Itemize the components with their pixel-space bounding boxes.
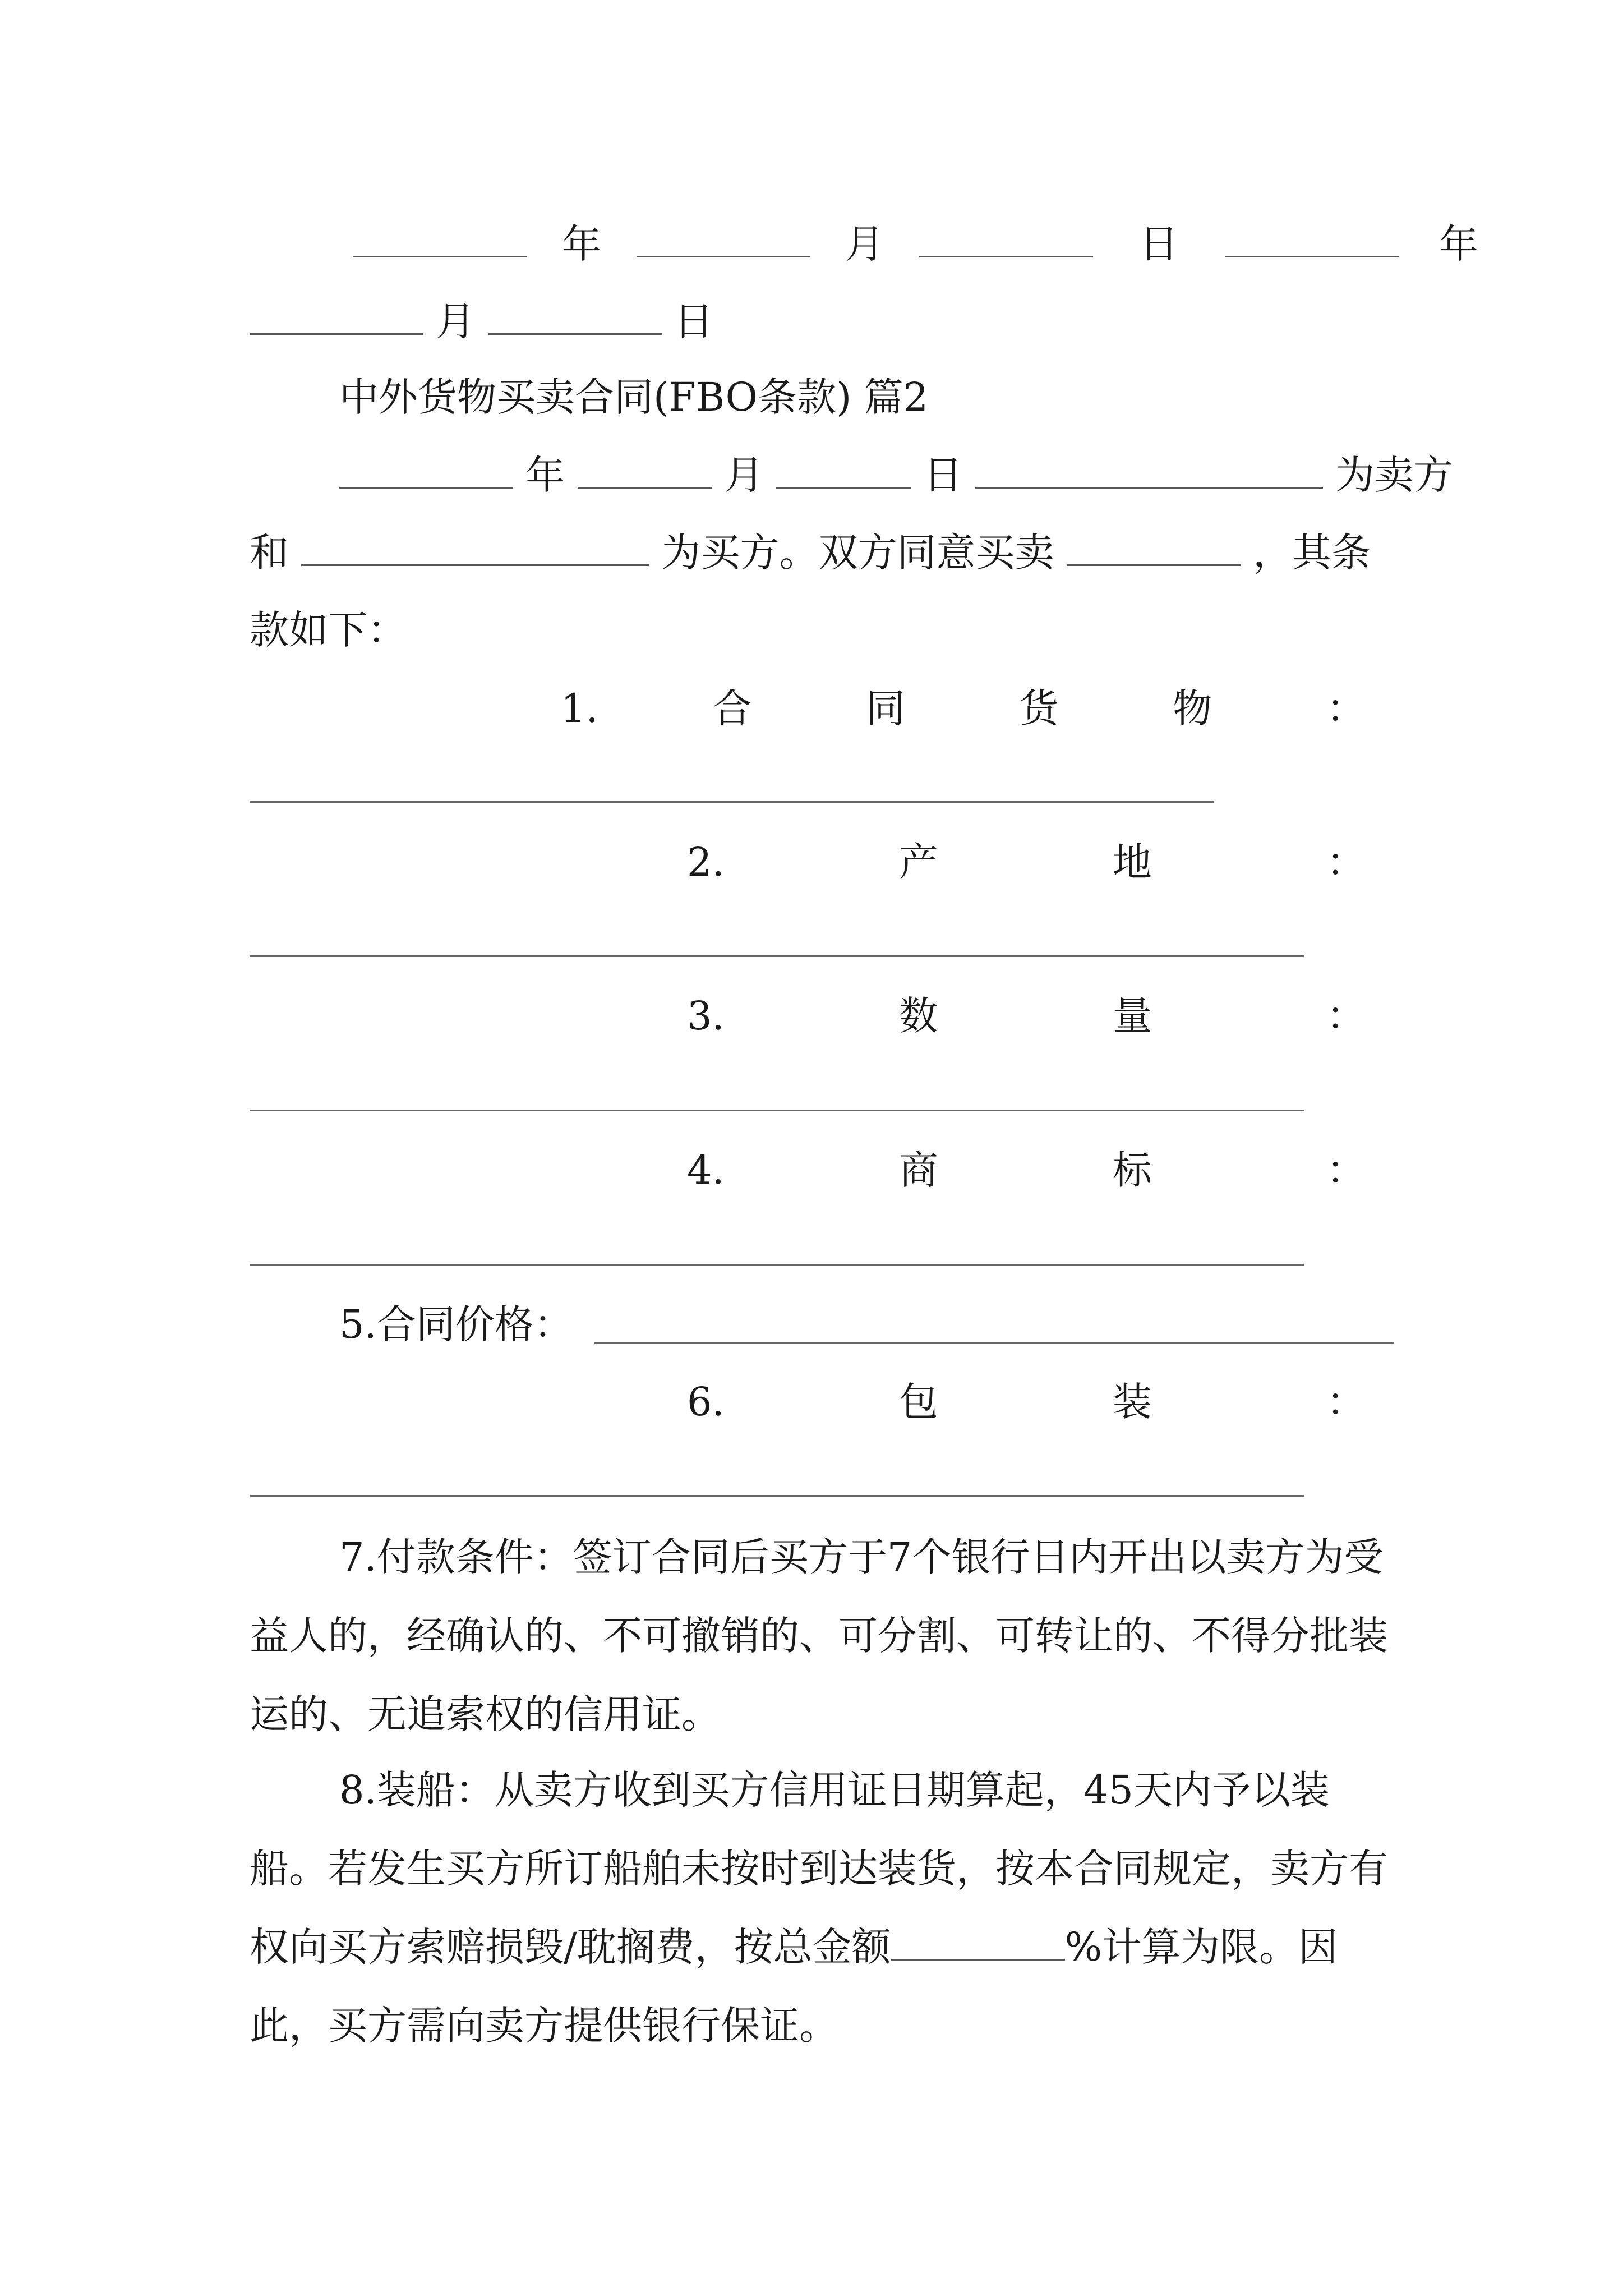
seller-label: 为卖方 <box>1335 452 1453 498</box>
clause-char: 地 <box>1112 839 1152 885</box>
clause-char: 量 <box>1112 993 1152 1039</box>
seller-blank <box>975 482 1323 489</box>
terms-label: ，其条 <box>1253 530 1371 576</box>
blank-field <box>353 251 527 257</box>
payment-text: 7.付款条件：签订合同后买方于7个银行日内开出以卖方为受益人的，经确认的、不可撤销的、可分割、可转让的、不得分批装运的、无追索权的信用证。 <box>250 1534 1388 1737</box>
month-label: 月 <box>724 452 764 498</box>
blank-field <box>339 482 513 489</box>
clause-char: 标 <box>1112 1147 1152 1193</box>
clause-trademark <box>687 1147 1366 1193</box>
clause-char: 数 <box>898 993 938 1039</box>
clause-quantity <box>687 993 1366 1039</box>
payment-paragraph <box>250 1518 1394 1754</box>
clause-char: 物 <box>1173 685 1212 731</box>
day-label: 日 <box>1139 221 1179 267</box>
clause-char: 商 <box>898 1147 938 1193</box>
percent-blank <box>891 1954 1065 1961</box>
blank-field <box>488 329 662 335</box>
fill-line-origin <box>250 955 1304 957</box>
clause-colon: ： <box>1326 839 1366 885</box>
clause-char: 包 <box>898 1379 938 1425</box>
clause-goods <box>561 685 1366 731</box>
clause-number: 6. <box>687 1379 725 1425</box>
month-label: 月 <box>845 221 884 267</box>
goods-blank <box>1067 560 1241 566</box>
and-label: 和 <box>250 530 289 576</box>
clause-colon: ： <box>1326 993 1366 1039</box>
blank-field <box>919 251 1093 257</box>
intro-line-3: 款如下： <box>250 607 407 653</box>
shipment-text-b: %计算为限。因此，买方需向卖方提供银行保证。 <box>250 1924 1338 2049</box>
fill-line-price <box>594 1342 1394 1344</box>
fill-line-trademark <box>250 1264 1304 1266</box>
blank-field <box>1225 251 1399 257</box>
clause-number: 2. <box>687 839 725 885</box>
date-line-2 <box>250 298 713 344</box>
clause-colon: ： <box>1326 1147 1366 1193</box>
clause-colon: ： <box>1326 685 1366 731</box>
day-label: 日 <box>674 298 713 344</box>
clause-origin <box>687 839 1366 885</box>
buyer-blank <box>301 560 649 566</box>
year-label: 年 <box>525 452 565 498</box>
clause-number: 3. <box>687 993 725 1039</box>
clause-price <box>339 1301 573 1347</box>
year-label-2: 年 <box>1438 221 1478 267</box>
intro-line-2 <box>250 530 1371 576</box>
fill-line-goods <box>250 801 1214 803</box>
section-heading: 中外货物买卖合同(FBO条款) 篇2 <box>339 374 929 420</box>
year-label: 年 <box>562 221 602 267</box>
clause-char: 合 <box>712 685 752 731</box>
buyer-label: 为买方。双方同意买卖 <box>661 530 1054 576</box>
clause-number: 1. <box>561 685 598 731</box>
clause-char: 同 <box>866 685 906 731</box>
clause-char: 装 <box>1112 1379 1152 1425</box>
blank-field <box>776 482 911 489</box>
date-line-1 <box>353 221 1478 267</box>
clause-colon: ： <box>1326 1379 1366 1425</box>
day-label: 日 <box>923 452 963 498</box>
blank-field <box>637 251 810 257</box>
blank-field <box>250 329 423 335</box>
clause-packing <box>687 1379 1366 1425</box>
fill-line-quantity <box>250 1110 1304 1111</box>
price-label: 5.合同价格： <box>339 1301 573 1347</box>
clause-number: 4. <box>687 1147 725 1193</box>
shipment-paragraph <box>250 1751 1394 2065</box>
blank-field <box>578 482 712 489</box>
month-label: 月 <box>436 298 476 344</box>
intro-line-1 <box>339 452 1453 498</box>
clause-char: 货 <box>1019 685 1059 731</box>
shipment-text-a: 8.装船：从卖方收到买方信用证日期算起，45天内予以装船。若发生买方所订船舶未按时到达装货，按本合同规定，卖方有权向买方索赔损毁/耽搁费，按总金额 <box>250 1767 1388 1970</box>
fill-line-packing <box>250 1495 1304 1497</box>
clause-char: 产 <box>898 839 938 885</box>
